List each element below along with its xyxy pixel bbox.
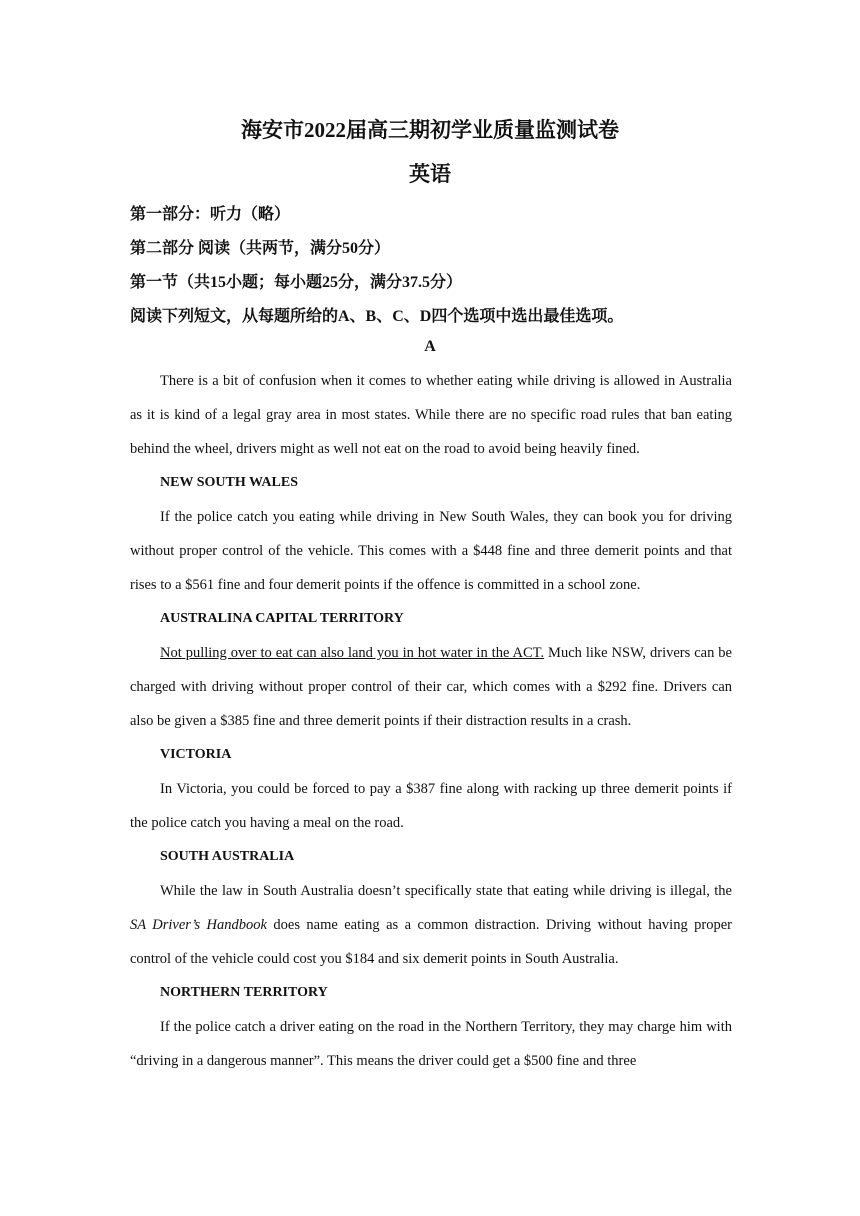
nt-heading: NORTHERN TERRITORY xyxy=(160,985,328,1000)
vic-paragraph: In Victoria, you could be forced to pay a $387 fine along with racking up three demerit points if the police catch you having a meal on the road. xyxy=(130,781,732,831)
intro-paragraph: There is a bit of confusion when it comes to whether eating while driving is allowed in Australia as it is kind of a legal gray area in most states. While there are no specific road rules that ban eating behind the wheel, drivers might as well not eat on the road to avoid being heavily fined. xyxy=(130,373,732,457)
sa-text-before: While the law in South Australia doesn’t specifically state that eating while driving is illegal, the xyxy=(160,883,732,899)
vic-heading: VICTORIA xyxy=(160,747,232,762)
passage-letter: A xyxy=(424,338,436,355)
act-paragraph xyxy=(130,636,732,738)
sa-handbook-title: SA Driver’s Handbook xyxy=(130,917,267,933)
act-paragraph-rest: Much like NSW, drivers can be charged with driving without proper control of their car, which comes with a $292 fine. Drivers can also be given a $385 fine and three demerit points if their distraction results in a crash. xyxy=(130,645,732,729)
nt-paragraph: If the police catch a driver eating on the road in the Northern Territory, they may charge him with “driving in a dangerous manner”. This means the driver could get a $500 fine and three xyxy=(130,1019,732,1069)
act-heading: AUSTRALINA CAPITAL TERRITORY xyxy=(160,611,404,626)
nsw-paragraph: If the police catch you eating while driving in New South Wales, they can book you for driving without proper control of the vehicle. This comes with a $448 fine and three demerit points and that rises to a $561 fine and four demerit points if the offence is committed in a school zone. xyxy=(130,509,732,593)
section1-instruction: 第一节（共15小题；每小题25分，满分37.5分） xyxy=(130,274,463,291)
exam-title: 海安市2022届高三期初学业质量监测试卷 xyxy=(241,118,619,142)
part1-instruction: 第一部分：听力（略） xyxy=(130,206,291,223)
passage-body xyxy=(130,364,732,1078)
sa-heading: SOUTH AUSTRALIA xyxy=(160,849,295,864)
sa-text-after: does name eating as a common distraction. Driving without having proper control of the vehicle could cost you $184 and six demerit points in South Australia. xyxy=(130,917,732,967)
nsw-heading: NEW SOUTH WALES xyxy=(160,475,298,490)
subject-title: 英语 xyxy=(409,162,451,186)
directions-instruction: 阅读下列短文，从每题所给的A、B、C、D四个选项中选出最佳选项。 xyxy=(130,308,624,325)
part2-instruction: 第二部分 阅读（共两节，满分50分） xyxy=(130,240,391,257)
sa-paragraph xyxy=(130,874,732,976)
act-underlined-sentence: Not pulling over to eat can also land you in hot water in the ACT. xyxy=(160,645,545,661)
